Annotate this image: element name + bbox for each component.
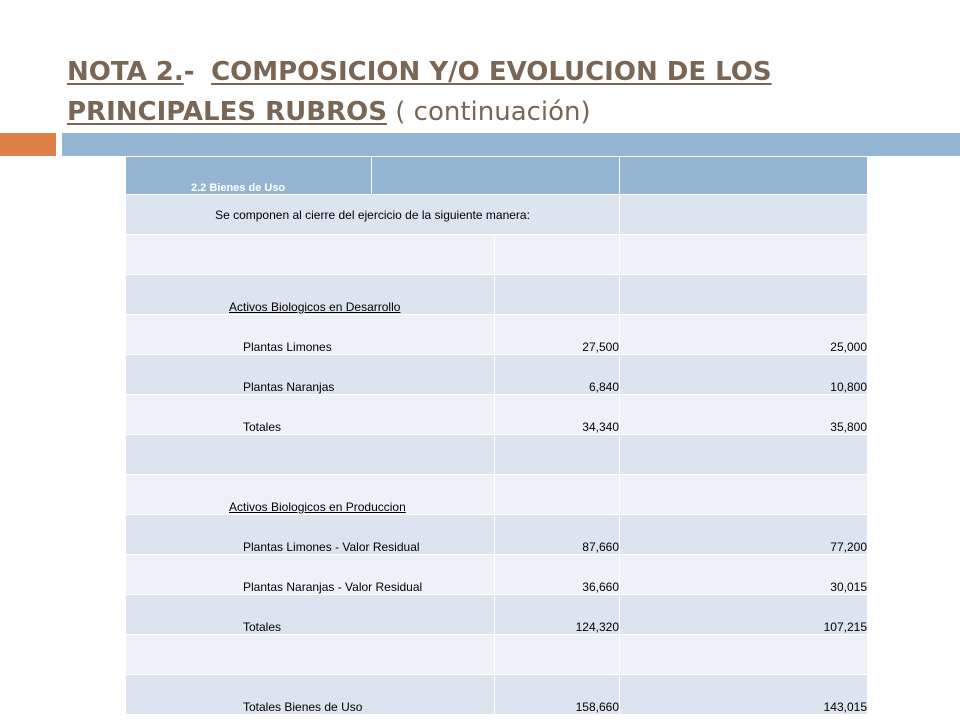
table-cell [126, 435, 495, 475]
section-title [126, 275, 495, 315]
title-main: COMPOSICION Y/O EVOLUCION DE LOS [211, 57, 772, 87]
row-label: Plantas Naranjas [126, 355, 495, 395]
row-value-current: 36,660 [495, 555, 620, 595]
row-value-previous: 77,200 [620, 515, 868, 555]
table-cell [620, 195, 868, 235]
grand-total-current: 158,660 [495, 675, 620, 715]
table-row [126, 475, 868, 515]
table-header-cell [620, 157, 868, 195]
table-cell [126, 635, 495, 675]
table-row [126, 355, 868, 395]
section-title-text: Activos Biologicos en Desarrollo [229, 300, 401, 314]
accent-bar-blue [62, 133, 960, 156]
grand-total-label: Totales Bienes de Uso [126, 675, 495, 715]
table-cell [495, 635, 620, 675]
table-cell [620, 635, 868, 675]
title-continuation: ( continuación) [395, 97, 591, 127]
accent-bar-orange [0, 133, 56, 156]
row-value-current: 27,500 [495, 315, 620, 355]
row-value-current: 6,840 [495, 355, 620, 395]
table-cell [620, 435, 868, 475]
row-label: Plantas Limones - Valor Residual [126, 515, 495, 555]
table-row [126, 675, 868, 715]
row-label: Totales [126, 595, 495, 635]
table-row [126, 515, 868, 555]
table-row [126, 635, 868, 675]
table-cell [620, 235, 868, 275]
table-cell [126, 235, 495, 275]
table-cell [495, 435, 620, 475]
bienes-de-uso-table [125, 156, 868, 715]
table-row [126, 395, 868, 435]
table-cell [495, 475, 620, 515]
table-header-cell [372, 157, 620, 195]
row-value-previous: 107,215 [620, 595, 868, 635]
row-value-previous: 10,800 [620, 355, 868, 395]
table-cell [620, 275, 868, 315]
section-title-text: Activos Biologicos en Produccion [229, 500, 406, 514]
table-cell [495, 235, 620, 275]
table-row [126, 195, 868, 235]
slide-title [67, 52, 927, 132]
title-note-number: NOTA 2. [67, 57, 184, 87]
row-value-current: 124,320 [495, 595, 620, 635]
table-row [126, 315, 868, 355]
intro-text: Se componen al cierre del ejercicio de la siguiente manera: [126, 195, 620, 235]
table-cell [620, 475, 868, 515]
table-row [126, 235, 868, 275]
row-value-previous: 25,000 [620, 315, 868, 355]
row-value-previous: 35,800 [620, 395, 868, 435]
row-value-current: 87,660 [495, 515, 620, 555]
row-value-previous: 30,015 [620, 555, 868, 595]
row-label: Plantas Naranjas - Valor Residual [126, 555, 495, 595]
table-row [126, 435, 868, 475]
row-label: Totales [126, 395, 495, 435]
title-hyphen: - [183, 57, 195, 87]
title-main-line2: PRINCIPALES RUBROS [67, 97, 387, 127]
table-row [126, 595, 868, 635]
table-header-label: 2.2 Bienes de Uso [126, 157, 372, 195]
row-label: Plantas Limones [126, 315, 495, 355]
row-value-current: 34,340 [495, 395, 620, 435]
table-row [126, 275, 868, 315]
grand-total-previous: 143,015 [620, 675, 868, 715]
section-title [126, 475, 495, 515]
table-row [126, 555, 868, 595]
table-header-row [126, 157, 868, 195]
table-cell [495, 275, 620, 315]
